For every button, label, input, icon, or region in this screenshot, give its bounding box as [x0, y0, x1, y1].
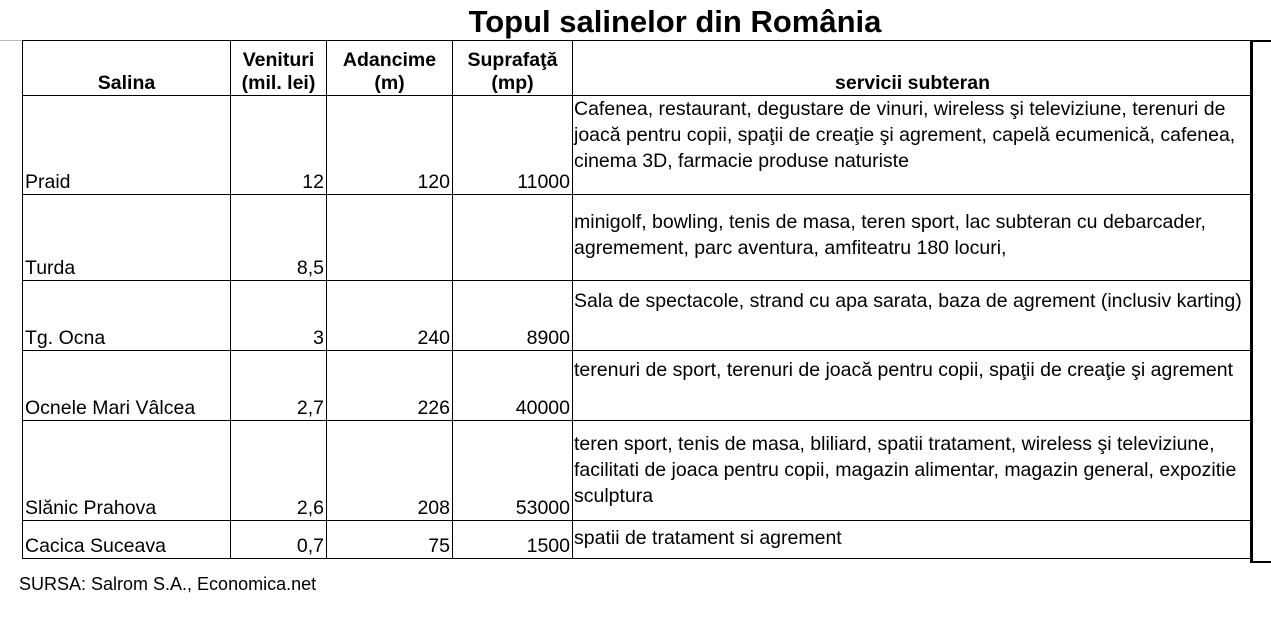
cell-venituri: 2,6: [231, 421, 327, 521]
table-row: [23, 96, 1253, 195]
cell-servicii: Cafenea, restaurant, degustare de vinuri, wireless şi televiziune, terenuri de joacă pentru copii, spaţii de creaţie şi agrement, capelă ecumenică, cafenea, cinema 3D, farmacie produse naturiste: [573, 96, 1253, 195]
col-header-suprafata-line1: Suprafaţă: [467, 49, 558, 71]
col-header-venituri-line2: (mil. lei): [241, 72, 316, 94]
cell-suprafata: 40000: [453, 351, 573, 421]
cell-adancime: 240: [327, 281, 453, 351]
col-header-adancime: [327, 41, 453, 96]
cell-servicii: teren sport, tenis de masa, bliliard, spatii tratament, wireless şi televiziune, facilitati de joaca pentru copii, magazin alimentar, magazin general, expozitie sculptura: [573, 421, 1253, 521]
source-note: SURSA: Salrom S.A., Economica.net: [19, 574, 317, 594]
cell-suprafata: 53000: [453, 421, 573, 521]
table-row: [23, 281, 1253, 351]
cell-suprafata: 8900: [453, 281, 573, 351]
table-header-row: [23, 41, 1253, 96]
cell-servicii: terenuri de sport, terenuri de joacă pentru copii, spaţii de creaţie şi agrement: [573, 351, 1253, 421]
col-header-adancime-line1: Adancime: [342, 49, 437, 71]
table-row: [23, 195, 1253, 281]
right-border-cap: [1250, 40, 1271, 42]
col-header-venituri-line1: Venituri: [242, 49, 315, 71]
cell-salina: Cacica Suceava: [23, 521, 231, 559]
cell-venituri: 8,5: [231, 195, 327, 281]
cell-adancime: 226: [327, 351, 453, 421]
cell-adancime: [327, 195, 453, 281]
table-row: [23, 421, 1253, 521]
cell-servicii: minigolf, bowling, tenis de masa, teren sport, lac subteran cu debarcader, agremement, parc aventura, amfiteatru 180 locuri,: [573, 195, 1253, 281]
table-row: [23, 351, 1253, 421]
table-row: [23, 521, 1253, 559]
cell-salina: Tg. Ocna: [23, 281, 231, 351]
page-title: Topul salinelor din România: [468, 4, 882, 39]
cell-adancime: 75: [327, 521, 453, 559]
col-header-salina: Salina: [23, 41, 231, 96]
cell-venituri: 3: [231, 281, 327, 351]
cell-salina: Slănic Prahova: [23, 421, 231, 521]
cell-suprafata: 11000: [453, 96, 573, 195]
cell-salina: Ocnele Mari Vâlcea: [23, 351, 231, 421]
cell-suprafata: 1500: [453, 521, 573, 559]
col-header-venituri: [231, 41, 327, 96]
cell-adancime: 120: [327, 96, 453, 195]
col-header-suprafata: [453, 41, 573, 96]
cell-salina: Turda: [23, 195, 231, 281]
cell-venituri: 2,7: [231, 351, 327, 421]
col-header-suprafata-line2: (mp): [491, 72, 534, 94]
cell-servicii: Sala de spectacole, strand cu apa sarata, baza de agrement (inclusiv karting): [573, 281, 1253, 351]
cell-servicii: spatii de tratament si agrement: [573, 521, 1253, 559]
cell-venituri: 12: [231, 96, 327, 195]
col-header-adancime-line2: (m): [374, 72, 405, 94]
salt-mines-table: [22, 40, 1253, 559]
cell-suprafata: [453, 195, 573, 281]
cell-salina: Praid: [23, 96, 231, 195]
cell-venituri: 0,7: [231, 521, 327, 559]
col-header-servicii: servicii subteran: [573, 41, 1253, 96]
right-border-foot: [1250, 561, 1271, 563]
cell-adancime: 208: [327, 421, 453, 521]
